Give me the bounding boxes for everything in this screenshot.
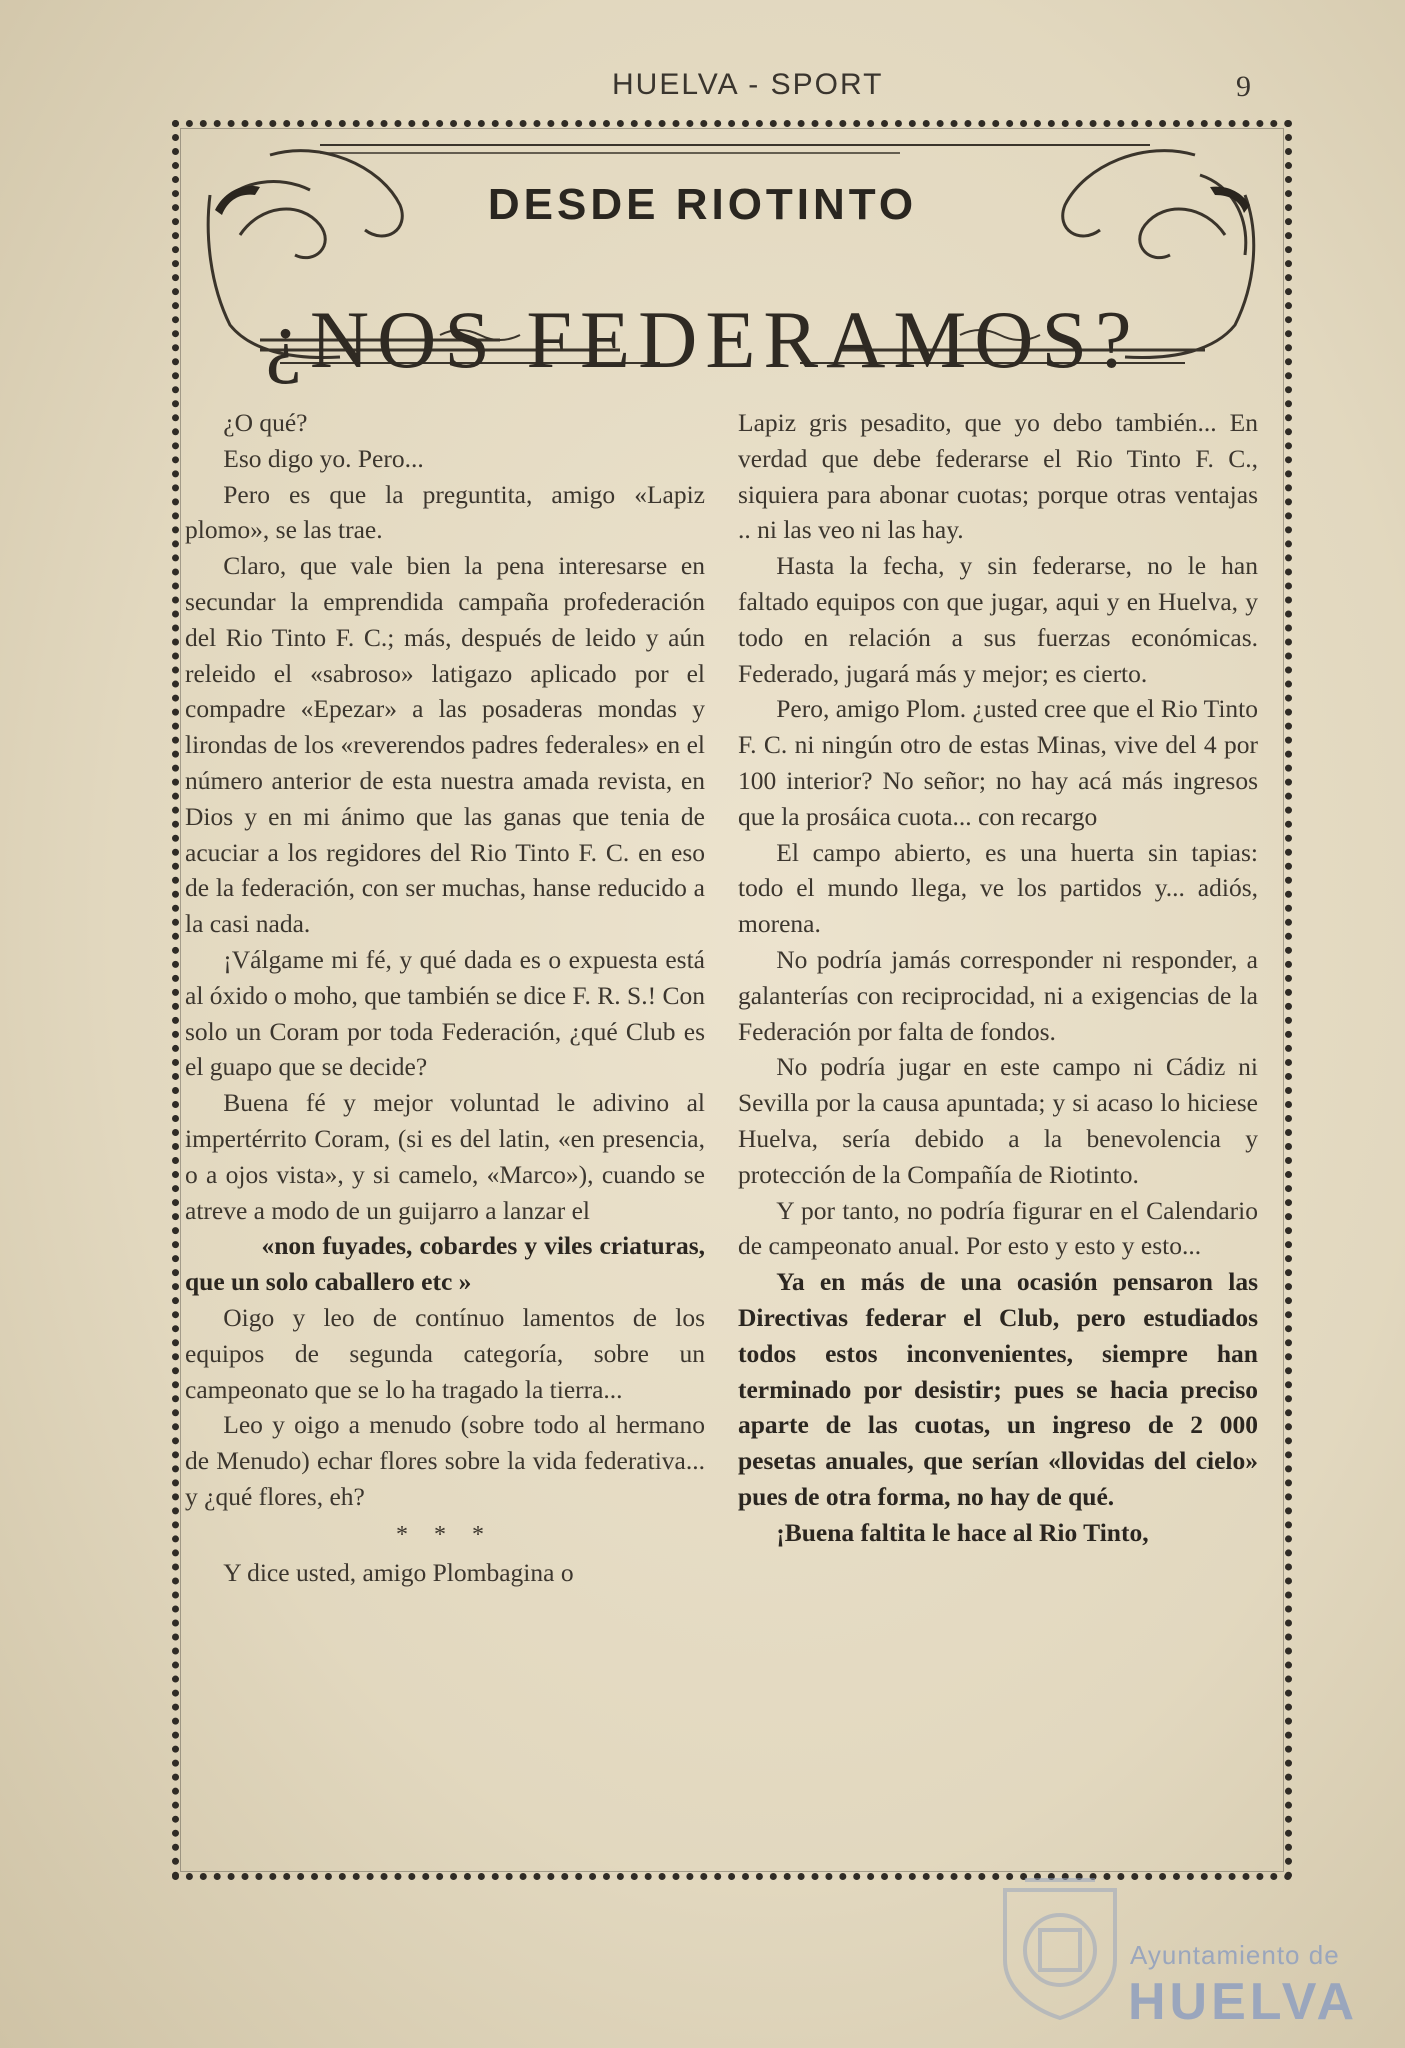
paragraph: Pero es que la preguntita, amigo «Lapiz plomo», se las trae.: [185, 479, 705, 545]
paragraph: ¡Válgame mi fé, y qué dada es o expuesta está al óxido o moho, que también se dice F. R. S.! Con solo un Coram por toda Federación, ¿qué Club es el guapo que se decide?: [185, 944, 705, 1082]
paragraph: El campo abierto, es una huerta sin tapias: todo el mundo llega, ve los partidos y... adiós, morena.: [738, 837, 1258, 939]
paragraph: Hasta la fecha, y sin federarse, no le han faltado equipos con que jugar, aqui y en Huelva, y todo en relación a sus fuerzas económicas. Federado, jugará más y mejor; es cierto.: [738, 551, 1258, 688]
paragraph: Y dice usted, amigo Plombagina o: [223, 1557, 574, 1587]
paragraph: Pero, amigo Plom. ¿usted cree que el Rio Tinto F. C. ni ningún otro de estas Minas, vive del 4 por 100 interior? No señor; no hay acá más ingresos que la prosáica cuota... con recargo: [738, 694, 1258, 831]
paragraph: Ya en más de una ocasión pensaron las Directivas federar el Club, pero estudiados todos estos inconvenientes, siempre han terminado por desistir; pues se hacia preciso aparte de las cuotas, un ingreso de 2 000 pesetas anuales, que serían «llovidas del cielo» pues de otra forma, no hay de qué.: [738, 1267, 1258, 1511]
paragraph: Buena fé y mejor voluntad le adivino al impertérrito Coram, (si es del latin, «en presencia, o a ojos vista», y si camelo, «Marco»), cuando se atreve a modo de un guijarro a lanzar el: [185, 1088, 705, 1225]
article-headline: ¿NOS FEDERAMOS?: [265, 293, 1140, 385]
running-head: [0, 68, 1405, 108]
page-number: 9: [1236, 70, 1251, 103]
paragraph: Eso digo yo. Pero...: [223, 443, 424, 473]
quote-paragraph: «non fuyades, cobardes y viles criaturas, que un solo caballero etc »: [185, 1231, 705, 1297]
paragraph: Claro, que vale bien la pena interesarse en secundar la emprendida campaña profederación del Rio Tinto F. C.; más, después de leido y aún releido el «sabroso» latigazo aplicado por el compadre «Epezar» a las posaderas mondas y lirondas de los «reverendos padres federales» en el número anterior de esta nuestra amada revista, en Dios y en mi ánimo que las ganas que tenia de acuciar a los regidores del Rio Tinto F. C. en eso de la federación, con ser muchas, hanse reducido a la casi nada.: [185, 551, 705, 939]
article-kicker: DESDE RIOTINTO: [487, 180, 918, 229]
right-column: [738, 405, 1258, 1551]
watermark-line2: HUELVA: [1128, 1973, 1359, 2031]
paragraph-continued: Lapiz gris pesadito, que yo debo también... En verdad que debe federarse el Rio Tinto F. C., siquiera para abonar cuotas; porque otras ventajas .. ni las veo ni las hay.: [738, 408, 1258, 545]
paragraph: No podría jamás corresponder ni responder, a galanterías con reciprocidad, ni a exigencias de la Federación por falta de fondos.: [738, 944, 1258, 1046]
paragraph: Y por tanto, no podría figurar en el Calendario de campeonato anual. Por esto y esto y esto...: [738, 1195, 1258, 1261]
section-break-asterism: * * *: [396, 1521, 494, 1548]
watermark-line1: Ayuntamiento de: [1130, 1940, 1340, 1970]
running-title: HUELVA - SPORT: [612, 68, 884, 101]
left-column: [185, 405, 705, 1591]
paragraph: ¡Buena faltita le hace al Rio Tinto,: [776, 1517, 1149, 1547]
paragraph: No podría jugar en este campo ni Cádiz ni Sevilla por la causa apuntada; y si acaso lo hiciese Huelva, sería debido a la benevolencia y protección de la Compañía de Riotinto.: [738, 1052, 1258, 1189]
paragraph: ¿O qué?: [223, 408, 308, 437]
paragraph: Oigo y leo de contínuo lamentos de los equipos de segunda categoría, sobre un campeonato que se lo ha tragado la tierra...: [185, 1302, 705, 1404]
paragraph: Leo y oigo a menudo (sobre todo al hermano de Menudo) echar flores sobre la vida federativa... y ¿qué flores, eh?: [185, 1410, 705, 1511]
